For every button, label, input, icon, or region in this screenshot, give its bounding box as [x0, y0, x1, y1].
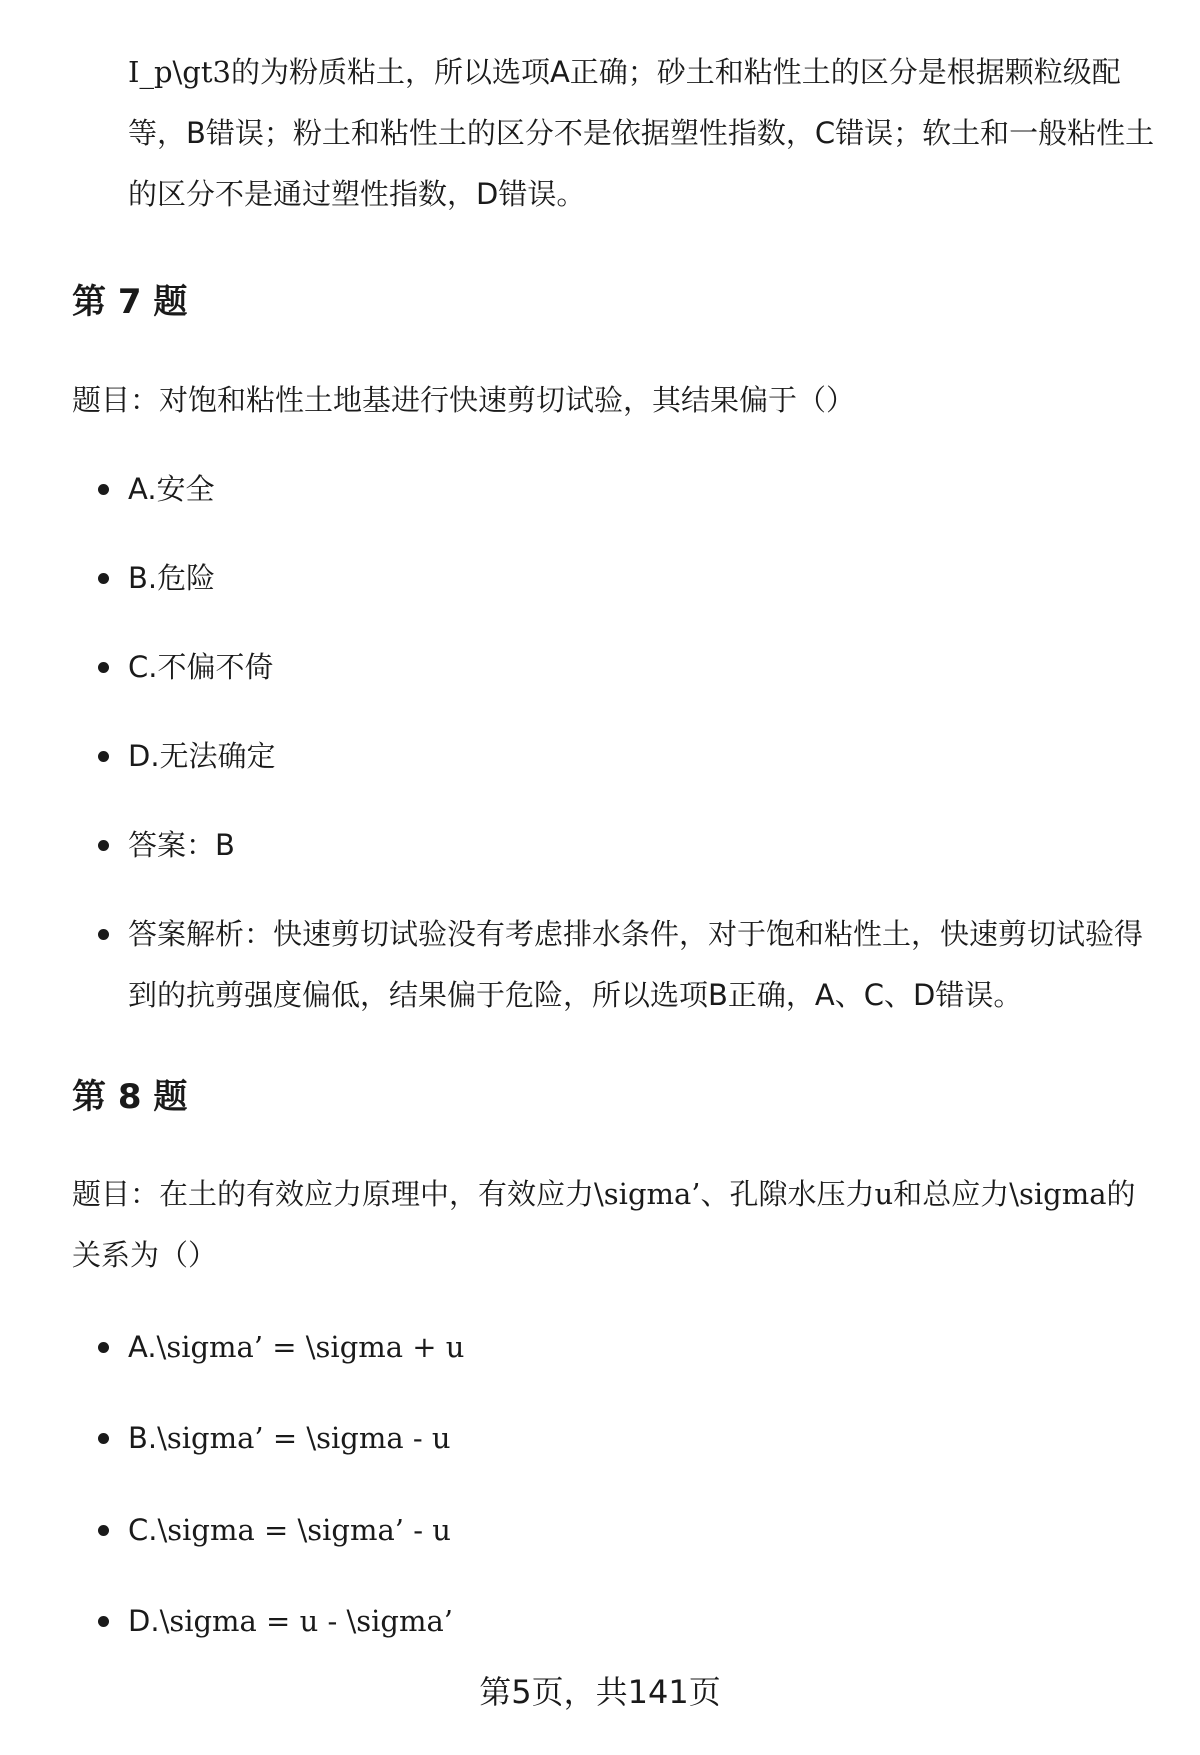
question-7-option-c: C.不偏不倚 [128, 637, 1158, 698]
bullet-icon [98, 929, 109, 940]
bullet-icon [98, 840, 109, 851]
question-7-analysis: 答案解析：快速剪切试验没有考虑排水条件，对于饱和粘性土，快速剪切试验得到的抗剪强度偏低，结果偏于危险，所以选项B正确，A、C、D错误。 [128, 904, 1158, 1026]
bullet-icon [98, 751, 109, 762]
bullet-icon [98, 662, 109, 673]
question-8-heading: 第 8 题 [72, 1077, 188, 1117]
prev-analysis-formula: I_p\gt3 [128, 55, 231, 89]
question-7-option-d: D.无法确定 [128, 726, 1158, 787]
question-8-text: 题目：在土的有效应力原理中，有效应力\sigma’、孔隙水压力u和总应力\sigma的关系为（） [72, 1177, 1136, 1272]
bullet-icon [98, 573, 109, 584]
prev-analysis-continuation [128, 42, 1160, 225]
question-7-option-a: A.安全 [128, 459, 1158, 520]
question-8-option-b: B.\sigma’ = \sigma - u [128, 1408, 1158, 1469]
bullet-icon [98, 1525, 109, 1536]
question-7-option-b: B.危险 [128, 548, 1158, 609]
question-7-answer: 答案：B [128, 815, 1158, 876]
bullet-icon [98, 1433, 109, 1444]
bullet-icon [98, 1342, 109, 1353]
prev-analysis-text: 的为粉质粘土，所以选项A正确；砂土和粘性土的区分是根据颗粒级配等，B错误；粉土和粘性土的区分不是依据塑性指数，C错误；软土和一般粘性土的区分不是通过塑性指数，D错误。 [128, 55, 1155, 211]
bullet-icon [98, 484, 109, 495]
question-8-option-c: C.\sigma = \sigma’ - u [128, 1500, 1158, 1561]
page-number-footer: 第5页，共141页 [479, 1673, 721, 1711]
bullet-icon [98, 1616, 109, 1627]
question-7-text: 题目：对饱和粘性土地基进行快速剪切试验，其结果偏于（） [72, 383, 856, 417]
question-8-option-a: A.\sigma’ = \sigma + u [128, 1317, 1158, 1378]
question-8-option-d: D.\sigma = u - \sigma’ [128, 1591, 1158, 1652]
question-7-heading: 第 7 题 [72, 282, 188, 322]
